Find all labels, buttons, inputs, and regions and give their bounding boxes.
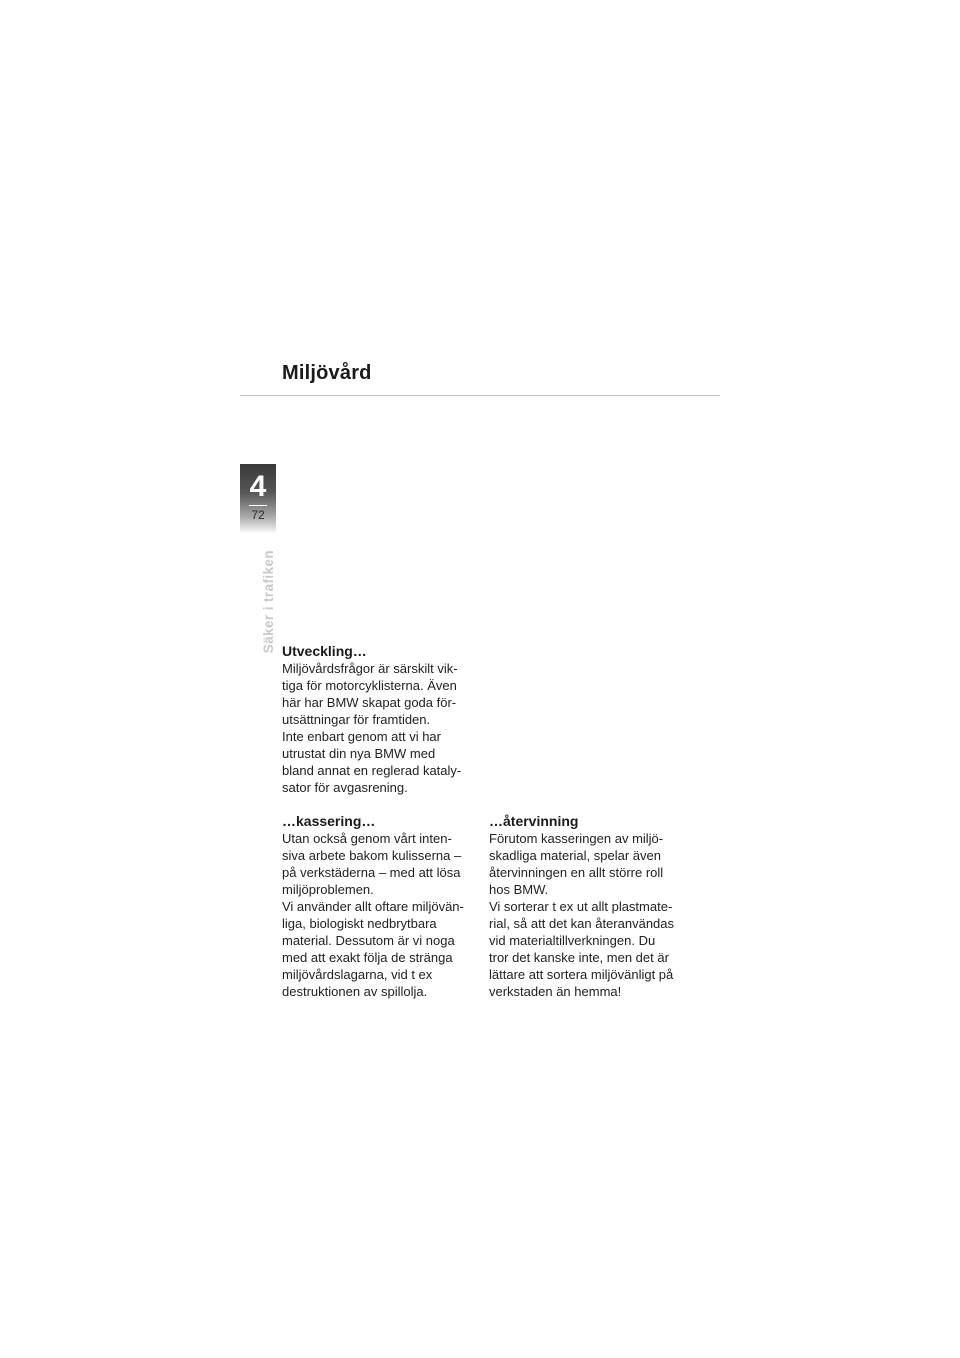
title-divider	[240, 395, 720, 396]
section-paragraph: Inte enbart genom att vi har utrustat din nya BMW med bland annat en reglerad kataly- sator för avgasrening.	[282, 729, 462, 795]
page-title: Miljövård	[282, 362, 372, 384]
page-number: 72	[251, 508, 265, 522]
section-paragraph: Utan också genom vårt inten- siva arbete bakom kulisserna – på verkstäderna – med att lösa miljöproblemen.	[282, 831, 462, 897]
section-heading: …kassering…	[282, 813, 376, 829]
section-paragraph: Förutom kasseringen av miljö- skadliga material, spelar även återvinningen en allt större roll hos BMW.	[489, 831, 664, 897]
chapter-divider	[249, 505, 267, 506]
section-paragraph: Vi använder allt oftare miljövän- liga, biologiskt nedbrytbara material. Dessutom är vi noga med att exakt följa de stränga miljövårdslagarna, vid t ex destruktionen av spillolja.	[282, 899, 464, 999]
section-paragraph: Miljövårdsfrågor är särskilt vik- tiga för motorcyklisterna. Även här har BMW skapat goda för- utsättningar för framtiden.	[282, 661, 458, 727]
section-atervinning	[489, 813, 689, 1000]
chapter-side-label: Säker i trafiken	[261, 550, 276, 654]
chapter-number: 4	[249, 470, 267, 503]
section-kassering	[282, 813, 482, 1000]
section-paragraph: Vi sorterar t ex ut allt plastmate- rial, så att det kan återanvändas vid materialtillverkningen. Du tror det kanske inte, men det är lättare att sortera miljövänligt på verkstaden än hemma!	[489, 899, 675, 999]
section-heading: …återvinning	[489, 813, 579, 829]
section-utveckling	[282, 643, 482, 796]
chapter-tab	[240, 464, 276, 534]
section-heading: Utveckling…	[282, 643, 367, 659]
